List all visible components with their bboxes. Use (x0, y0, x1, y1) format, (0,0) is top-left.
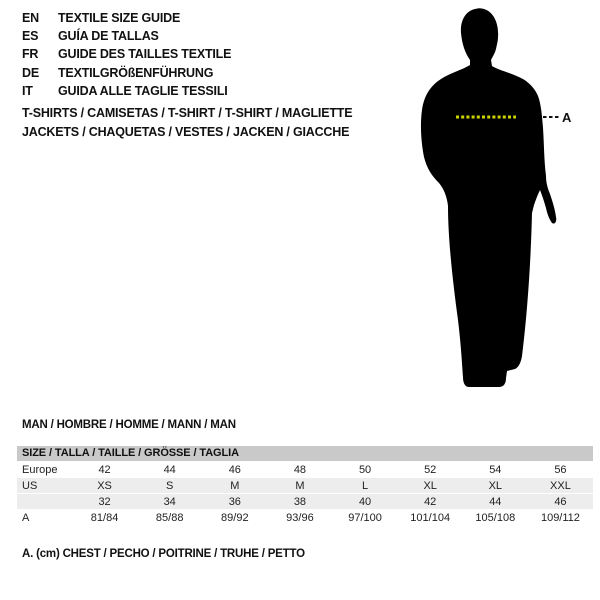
category-tshirts: T-SHIRTS / CAMISETAS / T-SHIRT / T-SHIRT / MAGLIETTE (22, 106, 353, 120)
table-cell: 56 (554, 463, 567, 476)
language-code: FR (22, 47, 39, 62)
table-cell: 105/108 (475, 511, 516, 524)
table-cell: 81/84 (90, 511, 119, 524)
language-row-fr (22, 45, 231, 63)
size-table-header: SIZE / TALLA / TAILLE / GRÖSSE / TAGLIA (17, 446, 593, 461)
table-cell: 38 (293, 495, 307, 508)
language-code: DE (22, 65, 39, 80)
language-row-en (22, 9, 231, 27)
table-cell: 101/104 (410, 511, 451, 524)
table-row-us-letters (17, 477, 593, 493)
man-figure (400, 0, 600, 400)
garment-categories (22, 104, 352, 142)
language-row-de (22, 64, 231, 82)
language-list (22, 9, 231, 100)
table-cell: XS (97, 479, 112, 492)
chest-measure-label-a: A (562, 110, 572, 125)
table-cell: 42 (424, 495, 437, 508)
table-cell: 42 (98, 463, 111, 476)
language-code: IT (22, 83, 33, 98)
table-cell: L (362, 479, 369, 492)
size-table (17, 446, 593, 525)
table-cell: M (230, 479, 240, 492)
language-code: EN (22, 11, 39, 26)
row-label: US (22, 479, 38, 492)
category-jackets: JACKETS / CHAQUETAS / VESTES / JACKEN / GIACCHE (22, 125, 350, 139)
language-row-it (22, 82, 231, 100)
table-cell: S (166, 479, 174, 492)
table-cell: 44 (163, 463, 176, 476)
table-cell: 89/92 (221, 511, 249, 524)
table-cell: 54 (489, 463, 502, 476)
table-cell: 52 (424, 463, 437, 476)
language-title: GUÍA DE TALLAS (58, 29, 159, 44)
table-cell: 34 (163, 495, 176, 508)
language-code: ES (22, 29, 39, 44)
table-cell: XXL (550, 479, 571, 492)
language-title: GUIDA ALLE TAGLIE TESSILI (58, 83, 228, 98)
language-title: TEXTILGRÖßENFÜHRUNG (58, 65, 214, 80)
section-title-man: MAN / HOMBRE / HOMME / MANN / MAN (22, 419, 236, 431)
table-cell: M (295, 479, 305, 492)
language-title: TEXTILE SIZE GUIDE (58, 11, 181, 26)
table-row-europe (17, 461, 593, 477)
table-cell: XL (423, 479, 437, 492)
man-silhouette-svg (400, 0, 600, 400)
table-cell: 93/96 (286, 511, 314, 524)
table-cell: 97/100 (348, 511, 382, 524)
table-cell: 32 (98, 495, 111, 508)
table-row-us-numbers (17, 493, 593, 509)
row-label: Europe (22, 463, 58, 476)
table-cell: 46 (228, 463, 241, 476)
table-cell: 85/88 (155, 511, 184, 524)
table-cell: 36 (228, 495, 241, 508)
measurement-legend: A. (cm) CHEST / PECHO / POITRINE / TRUHE / PETTO (22, 548, 305, 560)
table-cell: 46 (554, 495, 567, 508)
table-row-chest-cm (17, 509, 593, 525)
row-label: A (22, 511, 30, 524)
table-cell: 48 (293, 463, 307, 476)
language-row-es (22, 27, 231, 45)
table-cell: 44 (489, 495, 502, 508)
table-cell: 50 (358, 463, 372, 476)
man-silhouette (421, 8, 556, 387)
language-title: GUIDE DES TAILLES TEXTILE (58, 47, 232, 62)
table-cell: XL (488, 479, 503, 492)
table-cell: 40 (358, 495, 372, 508)
table-cell: 109/112 (540, 511, 580, 524)
